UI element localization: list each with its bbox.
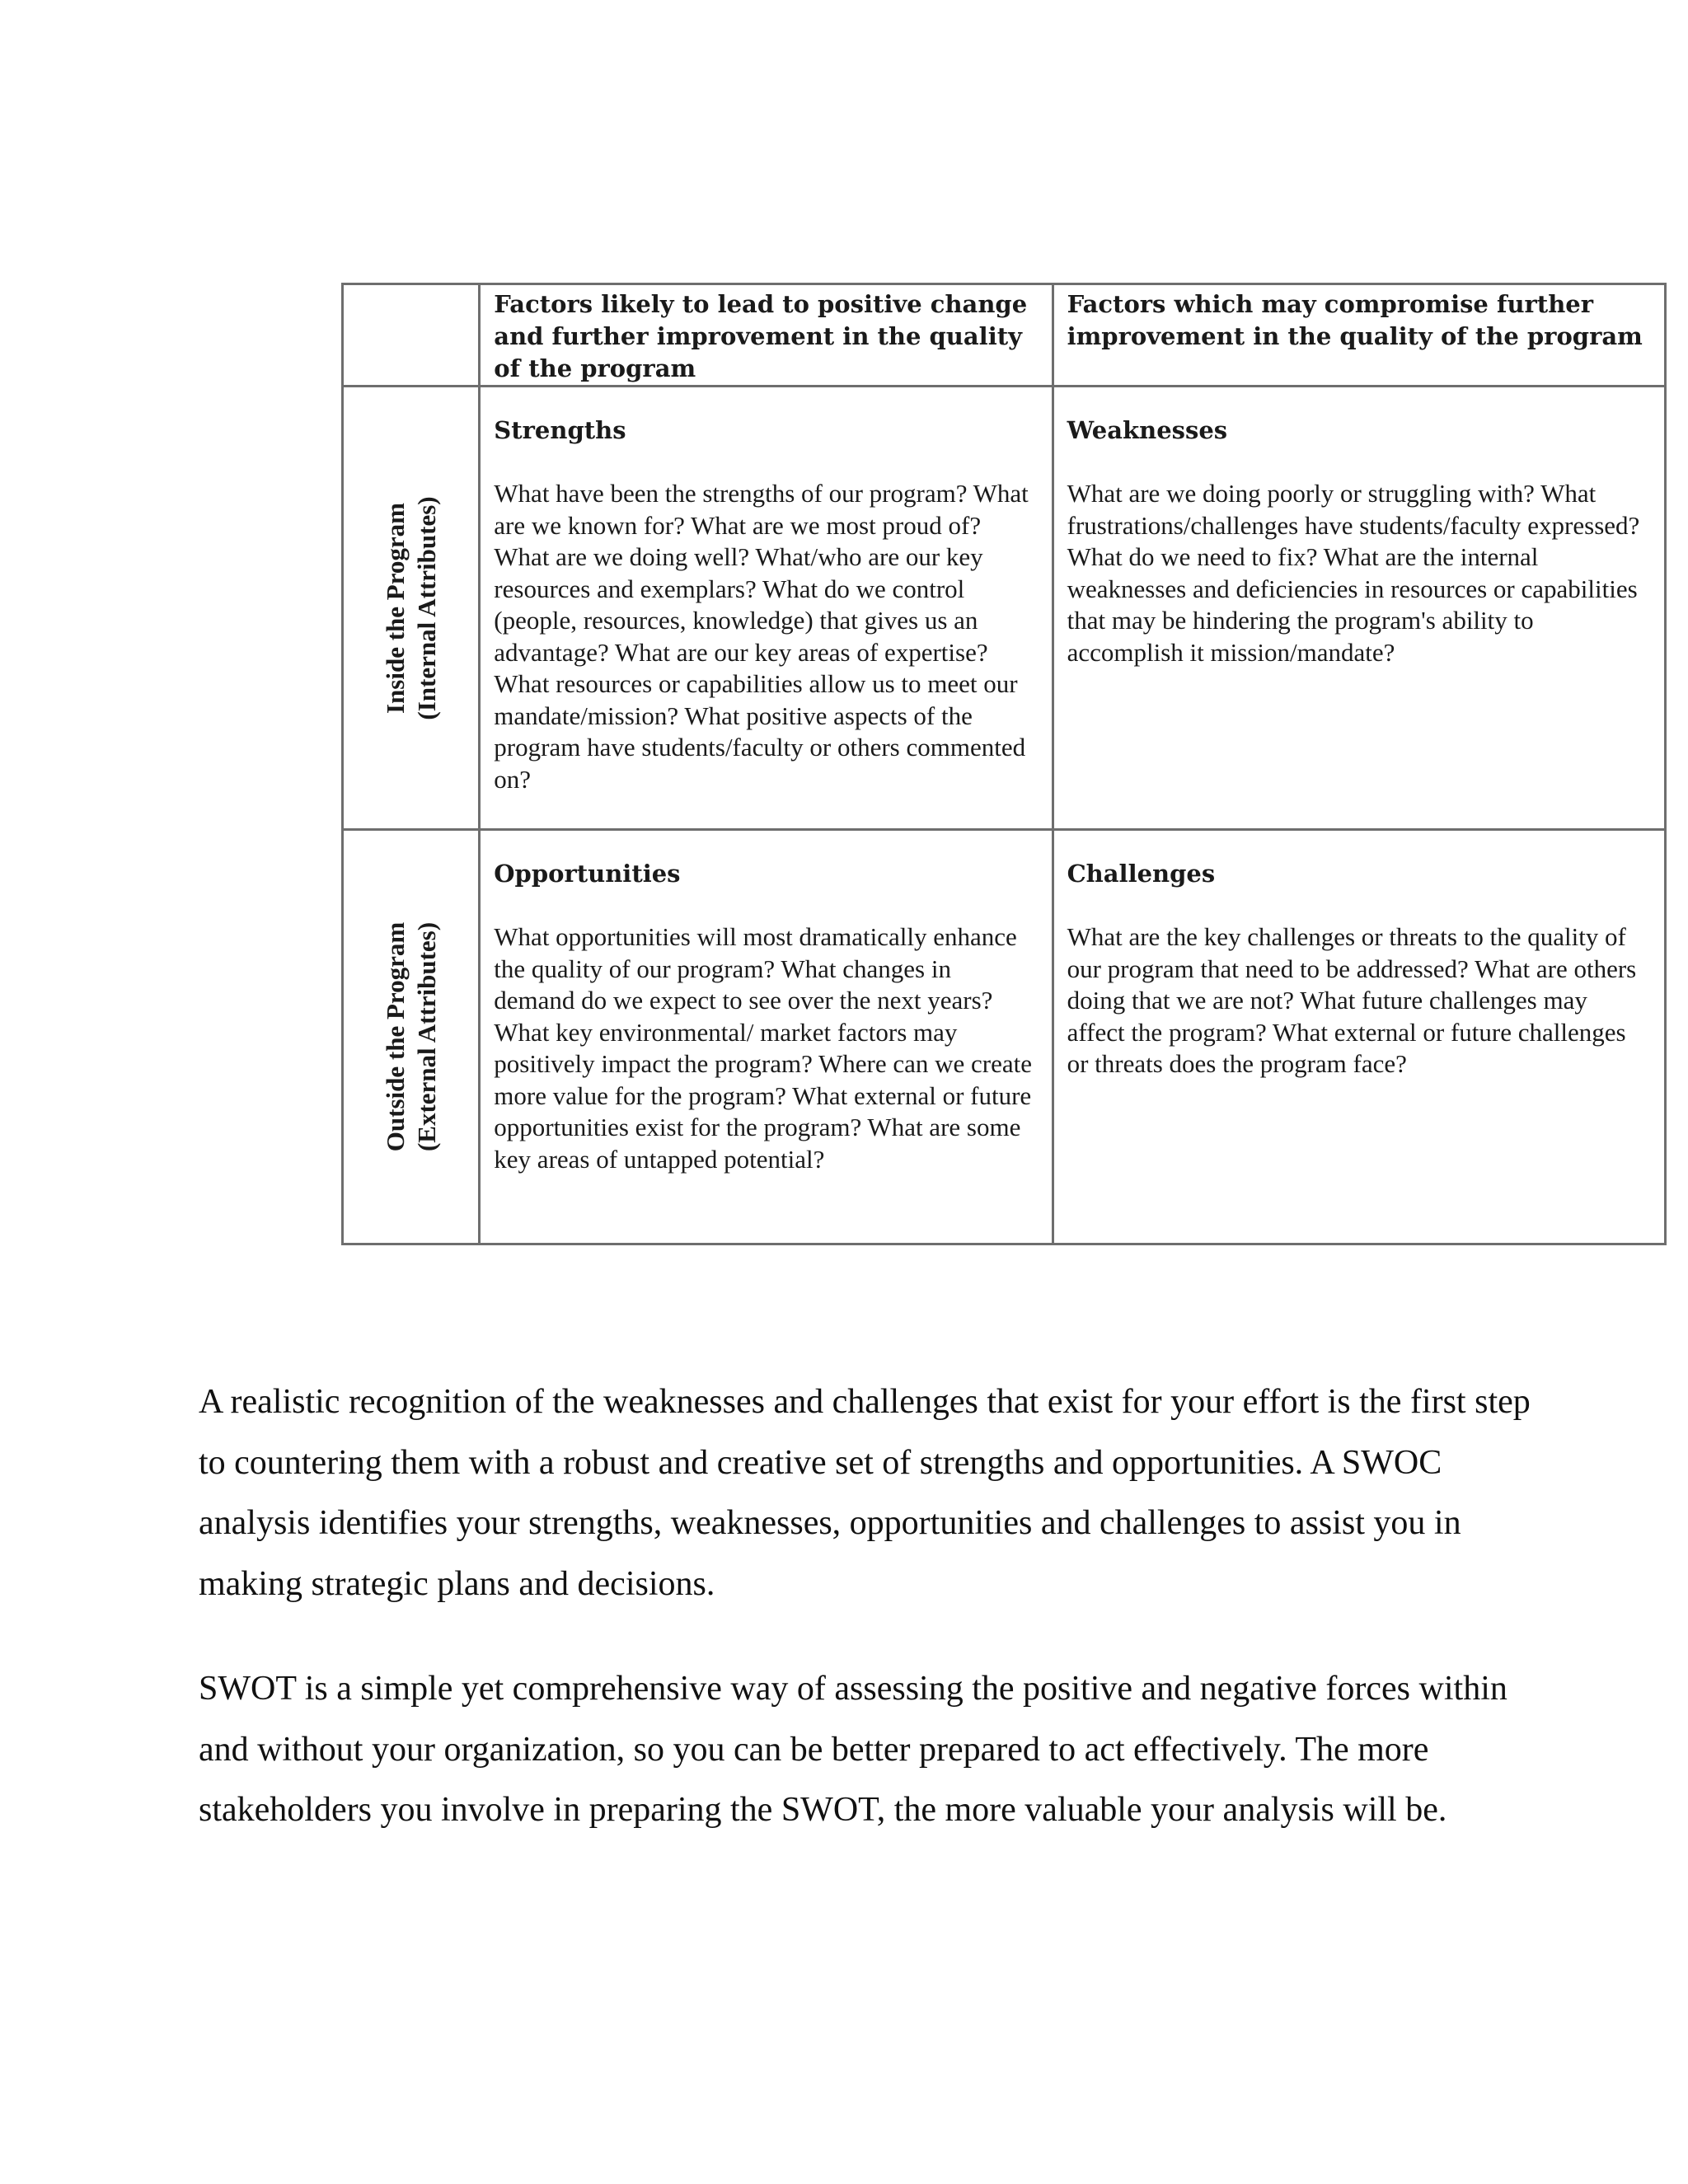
internal-label-line1: Inside the Program	[380, 502, 410, 714]
paragraph-swoc-analysis: A realistic recognition of the weaknesses and challenges that exist for your effort is the first step to countering them with a robust and creative set of strengths and opportunities. A SWOC analysis identifies your strengths, weaknesses, opportunities and challenges to assist you in making strategic plans and decisions.	[199, 1383, 1531, 1603]
side-label-cell-external	[343, 830, 480, 1244]
header-negative-text: Factors which may compromise further improvement in the quality of the program	[1067, 290, 1643, 350]
swoc-table	[341, 283, 1667, 1245]
strengths-title: Strengths	[494, 416, 626, 444]
challenges-cell	[1053, 830, 1665, 1244]
opportunities-cell	[480, 830, 1053, 1244]
table-row-internal	[343, 387, 1666, 830]
header-positive-factors	[480, 284, 1053, 387]
external-label-line2: (External Attributes)	[411, 921, 441, 1152]
internal-attributes-label	[380, 496, 443, 719]
header-negative-factors	[1053, 284, 1665, 387]
external-label-line1: Outside the Program	[380, 921, 410, 1152]
external-attributes-label	[380, 922, 443, 1151]
weaknesses-body: What are we doing poorly or struggling with? What frustrations/challenges have students/faculty expressed? What do we need to fix? What are the internal weaknesses and deficiencies in resources or capabilities that may be hindering the program's ability to accomplish it mission/mandate?	[1067, 479, 1640, 667]
opportunities-title: Opportunities	[494, 860, 681, 888]
strengths-body: What have been the strengths of our program? What are we known for? What are we most proud of? What are we doing well? What/who are our key resources and exemplars? What do we control (people, resources, knowledge) that gives us an advantage? What are our key areas of expertise? What resources or capabilities allow us to meet our mandate/mission? What positive aspects of the program have students/faculty or others commented on?	[494, 479, 1029, 794]
challenges-body: What are the key challenges or threats to the quality of our program that need to be addressed? What are others doing that we are not? What future challenges may affect the program? What external or future challenges or threats does the program face?	[1067, 922, 1637, 1078]
table-header-row	[343, 284, 1666, 387]
internal-label-line2: (Internal Attributes)	[411, 495, 441, 720]
side-label-cell-internal	[343, 387, 480, 830]
paragraph-swot-description: SWOT is a simple yet comprehensive way of assessing the positive and negative forces within and without your organization, so you can be better prepared to act effectively. The more stakeholders you involve in preparing the SWOT, the more valuable your analysis will be.	[199, 1670, 1507, 1829]
opportunities-body: What opportunities will most dramatically enhance the quality of our program? What changes in demand do we expect to see over the next years? What key environmental/ market factors may positively impact the program? Where can we create more value for the program? What external or future opportunities exist for the program? What are some key areas of untapped potential?	[494, 922, 1033, 1174]
weaknesses-cell	[1053, 387, 1665, 830]
header-positive-text: Factors likely to lead to positive change and further improvement in the quality of the program	[494, 290, 1028, 382]
weaknesses-title: Weaknesses	[1067, 416, 1228, 444]
header-empty-cell	[343, 284, 480, 387]
challenges-title: Challenges	[1067, 860, 1216, 888]
strengths-cell	[480, 387, 1053, 830]
table-row-external	[343, 830, 1666, 1244]
